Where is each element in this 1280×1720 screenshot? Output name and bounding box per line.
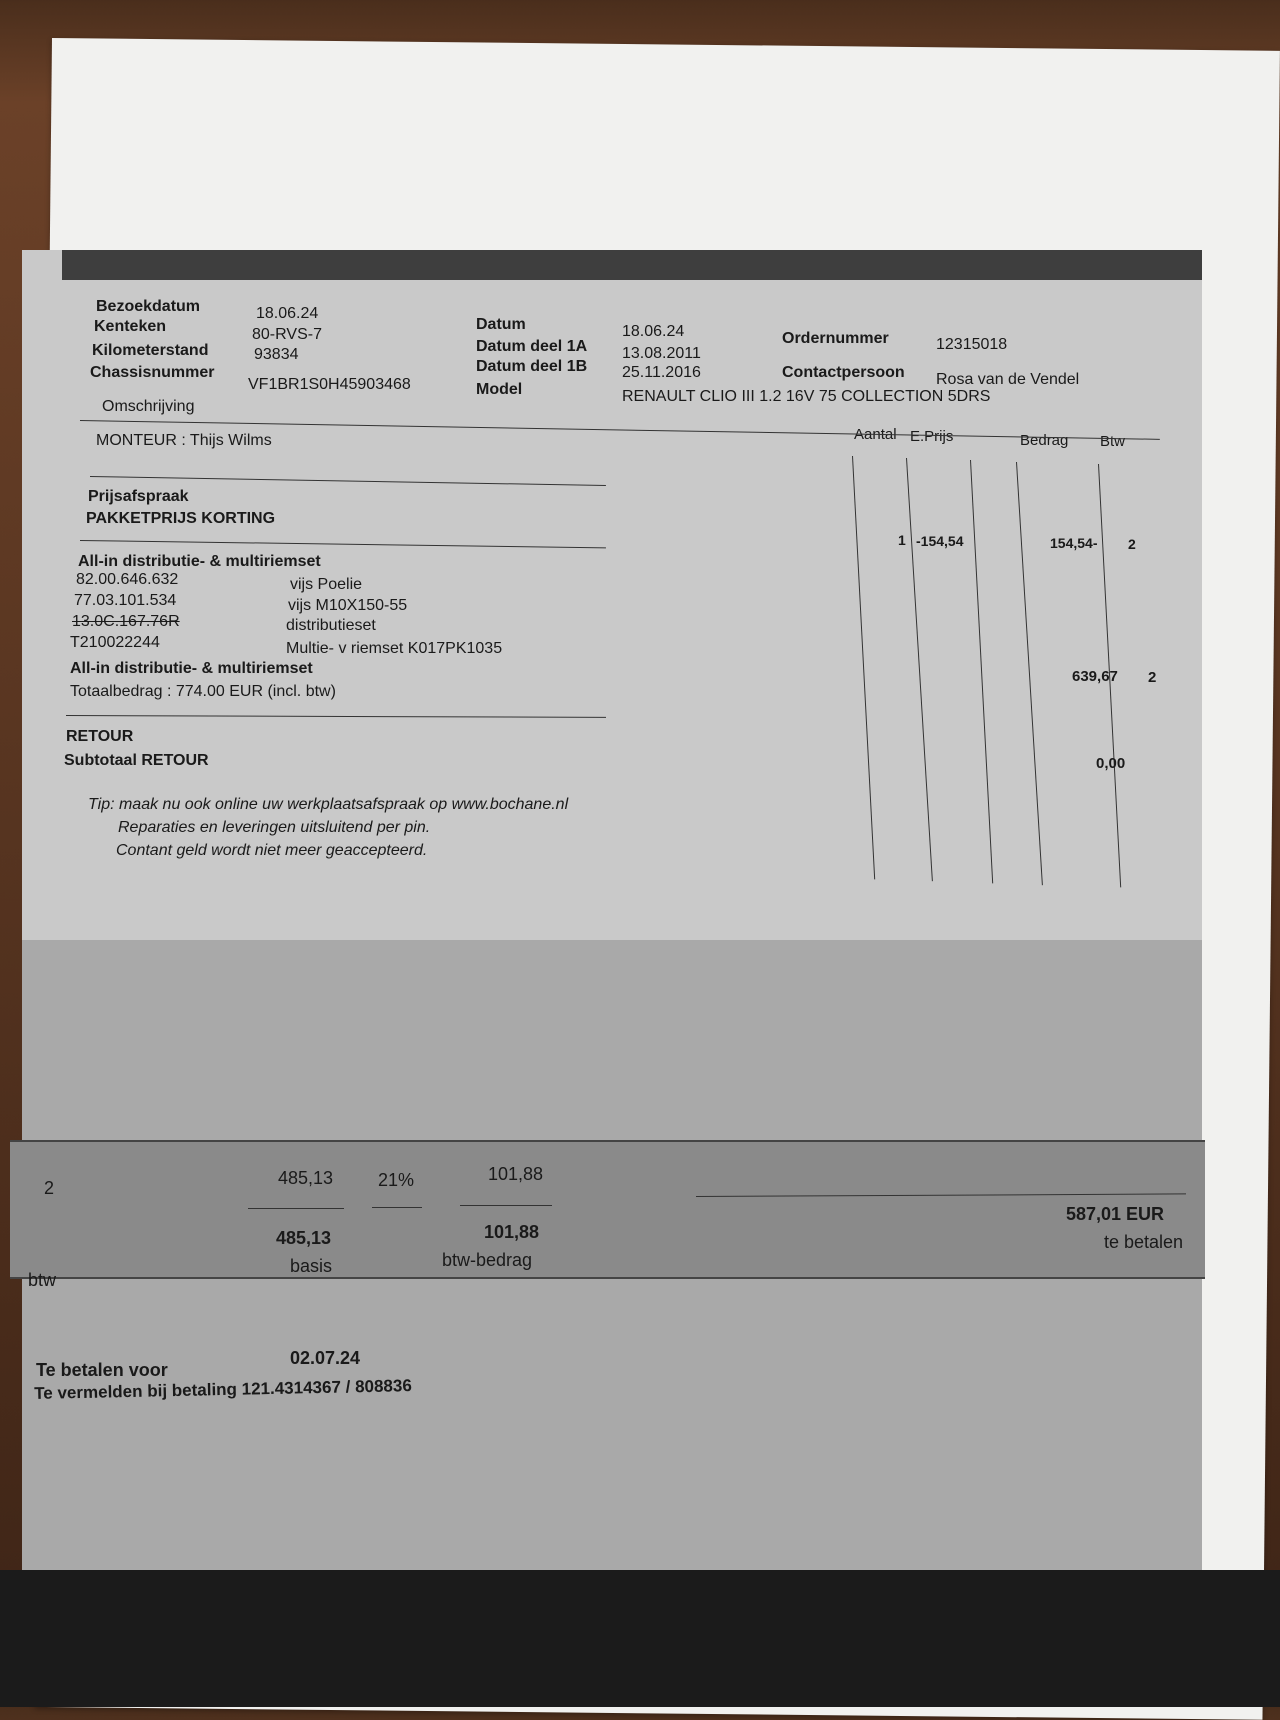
datum1b-value: 25.11.2016 bbox=[622, 364, 701, 381]
chassis-value: VF1BR1S0H45903468 bbox=[248, 376, 411, 393]
monteur-line: MONTEUR : Thijs Wilms bbox=[96, 432, 272, 449]
totals-band bbox=[10, 1140, 1205, 1279]
pakket-line-code: 82.00.646.632 bbox=[76, 571, 179, 588]
prijsafspraak-btw: 2 bbox=[1128, 536, 1136, 552]
order-value: 12315018 bbox=[936, 336, 1008, 353]
pakket-line-desc: vijs Poelie bbox=[290, 576, 363, 593]
btw-column-label: btw bbox=[28, 1270, 57, 1290]
prijsafspraak-bedrag: 154,54- bbox=[1050, 535, 1098, 551]
bezoekdatum-value: 18.06.24 bbox=[256, 305, 319, 322]
payment-reference: Te vermelden bij betaling 121.4314367 / 808836 bbox=[34, 1376, 413, 1403]
retour-title: RETOUR bbox=[66, 728, 134, 745]
prijsafspraak-eprijs: -154,54 bbox=[916, 533, 964, 549]
btw-amount-label: btw-bedrag bbox=[442, 1250, 533, 1270]
retour-subtotal-label: Subtotaal RETOUR bbox=[64, 752, 209, 769]
pakket-line-code: T210022244 bbox=[70, 634, 160, 651]
datum-value: 18.06.24 bbox=[622, 323, 685, 340]
contact-label: Contactpersoon bbox=[782, 364, 905, 381]
pakket-total-text: Totaalbedrag : 774.00 EUR (incl. btw) bbox=[70, 683, 336, 700]
pakket-line-desc: vijs M10X150-55 bbox=[288, 597, 408, 614]
model-label: Model bbox=[476, 381, 523, 398]
kenteken-value: 80-RVS-7 bbox=[252, 326, 322, 343]
invoice-copy bbox=[22, 250, 1202, 1610]
pakket-line-desc: distributieset bbox=[286, 617, 376, 634]
pakket-line-code: 77.03.101.534 bbox=[74, 592, 177, 609]
totals-rule bbox=[248, 1208, 344, 1209]
chassis-label: Chassisnummer bbox=[90, 364, 215, 381]
retour-subtotal-value: 0,00 bbox=[1096, 755, 1126, 772]
tip-line: Tip: maak nu ook online uw werkplaatsafspraak op www.bochane.nl bbox=[88, 796, 569, 813]
order-label: Ordernummer bbox=[782, 330, 889, 347]
prijsafspraak-title: Prijsafspraak bbox=[88, 488, 189, 505]
basis-label: basis bbox=[290, 1256, 333, 1276]
kilometerstand-value: 93834 bbox=[254, 346, 299, 363]
model-value: RENAULT CLIO III 1.2 16V 75 COLLECTION 5DRS bbox=[622, 388, 991, 405]
btw-row-value: 101,88 bbox=[488, 1164, 544, 1184]
omschrijving-header: Omschrijving bbox=[102, 398, 195, 415]
amount-due: 587,01 EUR bbox=[1066, 1204, 1165, 1224]
tip-line: Reparaties en leveringen uitsluitend per pin. bbox=[118, 819, 431, 836]
bedrag-header: Bedrag bbox=[1020, 432, 1069, 449]
aantal-header: Aantal bbox=[854, 426, 897, 443]
pakket-title: All-in distributie- & multiriemset bbox=[78, 553, 321, 570]
prijsafspraak-subtitle: PAKKETPRIJS KORTING bbox=[86, 510, 276, 527]
due-date-label: Te betalen voor bbox=[36, 1360, 168, 1380]
kilometerstand-label: Kilometerstand bbox=[92, 342, 209, 359]
table-surface bbox=[0, 1570, 1280, 1707]
datum1a-value: 13.08.2011 bbox=[622, 345, 701, 362]
totals-rule bbox=[372, 1207, 422, 1208]
bezoekdatum-label: Bezoekdatum bbox=[96, 298, 201, 315]
btw-code: 2 bbox=[44, 1178, 55, 1198]
datum1a-label: Datum deel 1A bbox=[476, 338, 588, 355]
pakket-btw: 2 bbox=[1148, 669, 1157, 686]
amount-due-label: te betalen bbox=[1104, 1232, 1184, 1252]
due-date-value: 02.07.24 bbox=[290, 1348, 361, 1368]
pakket-total-title: All-in distributie- & multiriemset bbox=[70, 660, 313, 677]
totals-rule bbox=[460, 1205, 552, 1206]
pakket-line-desc: Multie- v riemset K017PK1035 bbox=[286, 640, 503, 657]
basis-row-value: 485,13 bbox=[278, 1168, 334, 1188]
prijsafspraak-aantal: 1 bbox=[898, 532, 906, 548]
datum-label: Datum bbox=[476, 316, 526, 333]
btw-total: 101,88 bbox=[484, 1222, 540, 1242]
tip-line: Contant geld wordt niet meer geaccepteerd. bbox=[116, 842, 428, 859]
pakket-line-code: 13.0C.167.76R bbox=[72, 613, 180, 630]
kenteken-label: Kenteken bbox=[94, 318, 167, 335]
btw-header: Btw bbox=[1100, 433, 1126, 450]
pakket-bedrag: 639,67 bbox=[1072, 668, 1118, 685]
btw-pct: 21% bbox=[378, 1170, 415, 1190]
eprijs-header: E.Prijs bbox=[910, 428, 954, 445]
contact-value: Rosa van de Vendel bbox=[936, 371, 1080, 388]
datum1b-label: Datum deel 1B bbox=[476, 358, 588, 375]
basis-total: 485,13 bbox=[276, 1228, 332, 1248]
